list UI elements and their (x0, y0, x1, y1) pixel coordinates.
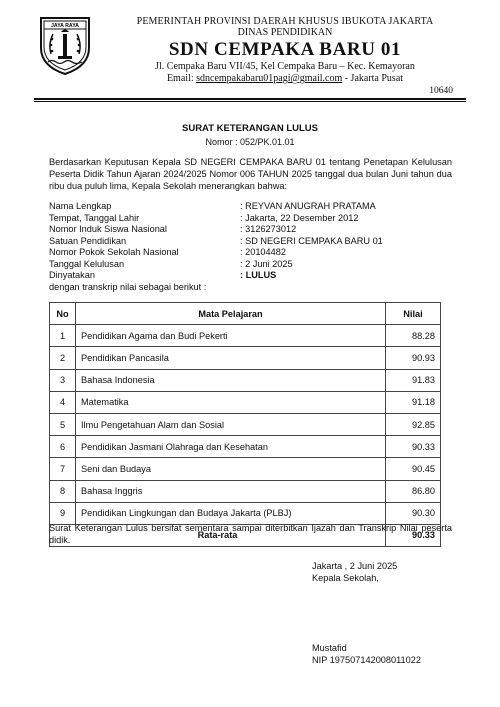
row-subject: Pendidikan Pancasila (76, 347, 386, 369)
row-subject: Pendidikan Agama dan Budi Pekerti (76, 325, 386, 347)
row-subject: Pendidikan Jasmani Olahraga dan Kesehatan (76, 436, 386, 458)
table-row (50, 369, 441, 391)
signer-position: Kepala Sekolah, (312, 573, 379, 583)
field-value: : REYVAN ANUGRAH PRATAMA (240, 201, 376, 211)
row-score: 91.83 (386, 369, 441, 391)
row-no: 5 (50, 413, 76, 435)
field-label: Tempat, Tanggal Lahir (49, 212, 140, 223)
field-label: Satuan Pendidikan (49, 235, 127, 246)
row-score: 86.80 (386, 480, 441, 502)
logo-text: JAYA RAYA (51, 23, 79, 29)
document-number: Nomor : 052/PK.01.01 (205, 137, 295, 147)
row-no: 4 (50, 391, 76, 413)
row-no: 1 (50, 325, 76, 347)
row-score: 92.85 (386, 413, 441, 435)
signer-nip: NIP 197507142008011022 (312, 655, 421, 665)
table-row (50, 347, 441, 369)
header-score: Nilai (386, 303, 441, 325)
row-score: 90.45 (386, 458, 441, 480)
row-no: 2 (50, 347, 76, 369)
graduation-status: : LULUS (240, 270, 277, 280)
field-label: Nomor Pokok Sekolah Nasional (49, 247, 179, 257)
table-row (50, 458, 441, 480)
school-address: Jl. Cempaka Baru VII/45, Kel Cempaka Baru – Kec. Kemayoran (155, 61, 415, 72)
row-no: 3 (50, 369, 76, 391)
signer-name: Mustafid (312, 643, 347, 653)
transcript-intro: dengan transkrip nilai sebagai berikut : (49, 281, 207, 292)
email-suffix: - Jakarta Pusat (342, 73, 404, 84)
average-score: 90.33 (386, 524, 441, 546)
field-value: : 20104482 (240, 247, 286, 257)
school-name: SDN CEMPAKA BARU 01 (168, 39, 402, 60)
grades-table (49, 302, 441, 547)
row-subject: Ilmu Pengetahuan Alam dan Sosial (76, 413, 386, 435)
header-subject: Mata Pelajaran (76, 303, 386, 325)
row-no: 9 (50, 502, 76, 524)
email-link[interactable]: sdncempakabaru01pagi@gmail.com (196, 73, 343, 84)
row-subject: Pendidikan Lingkungan dan Budaya Jakarta (PLBJ) (76, 502, 386, 524)
row-subject: Matematika (76, 391, 386, 413)
school-logo (37, 14, 93, 76)
intro-paragraph: Berdasarkan Keputusan Kepala SD NEGERI CEMPAKA BARU 01 tentang Penetapan Kelulusan Peserta Didik Tahun Ajaran 2024/2025 Nomor 006 TAHUN 2025 tanggal dua bulan Juni tahun dua ribu dua puluh lima, Kepala Sekolah menerangkan bahwa: (49, 157, 452, 191)
table-row (50, 325, 441, 347)
field-label: Nomor Induk Siswa Nasional (49, 224, 167, 234)
row-score: 90.93 (386, 347, 441, 369)
table-row (50, 391, 441, 413)
field-row (49, 224, 383, 236)
table-row (50, 413, 441, 435)
header-no: No (50, 303, 76, 325)
field-row (49, 247, 383, 259)
school-email-line (100, 73, 470, 85)
row-score: 90.33 (386, 436, 441, 458)
table-header-row (50, 303, 441, 325)
row-score: 90.30 (386, 502, 441, 524)
field-label: Nama Lengkap (49, 201, 112, 211)
document-title: SURAT KETERANGAN LULUS (182, 123, 318, 134)
row-subject: Seni dan Budaya (76, 458, 386, 480)
letterhead-divider-thin (34, 101, 466, 102)
row-no: 8 (50, 480, 76, 502)
email-label: Email: (166, 73, 194, 84)
student-details (49, 201, 383, 293)
table-row (50, 436, 441, 458)
row-subject: Bahasa Indonesia (76, 369, 386, 391)
government-name: PEMERINTAH PROVINSI DAERAH KHUSUS IBUKOTA JAKARTA (136, 16, 434, 27)
letterhead-divider-thick (34, 98, 466, 100)
field-row (49, 236, 383, 248)
row-score: 88.28 (386, 325, 441, 347)
field-value: : 3126273012 (240, 224, 297, 234)
row-no: 7 (50, 458, 76, 480)
department-name: DINAS PENDIDIKAN (237, 27, 333, 38)
field-label: Tanggal Kelulusan (49, 258, 125, 269)
field-row (49, 270, 383, 282)
field-value: : 2 Juni 2025 (240, 258, 293, 269)
row-score: 91.18 (386, 391, 441, 413)
field-row (49, 259, 383, 271)
field-value: : Jakarta, 22 Desember 2012 (240, 212, 359, 223)
average-label: Rata-rata (50, 524, 386, 546)
field-row (49, 213, 383, 225)
field-label: Dinyatakan (49, 270, 95, 280)
row-no: 6 (50, 436, 76, 458)
validity-note: Surat Keterangan Lulus bersifat sementara sampai diterbitkan Ijazah dan Transkrip Nilai peserta didik. (49, 523, 452, 545)
table-row (50, 480, 441, 502)
row-subject: Bahasa Inggris (76, 480, 386, 502)
letterhead (100, 16, 470, 85)
field-row (49, 201, 383, 213)
signature-block (312, 560, 421, 666)
postal-code: 10640 (429, 86, 453, 96)
field-value: : SD NEGERI CEMPAKA BARU 01 (240, 235, 383, 246)
place-date: Jakarta , 2 Juni 2025 (312, 561, 398, 571)
